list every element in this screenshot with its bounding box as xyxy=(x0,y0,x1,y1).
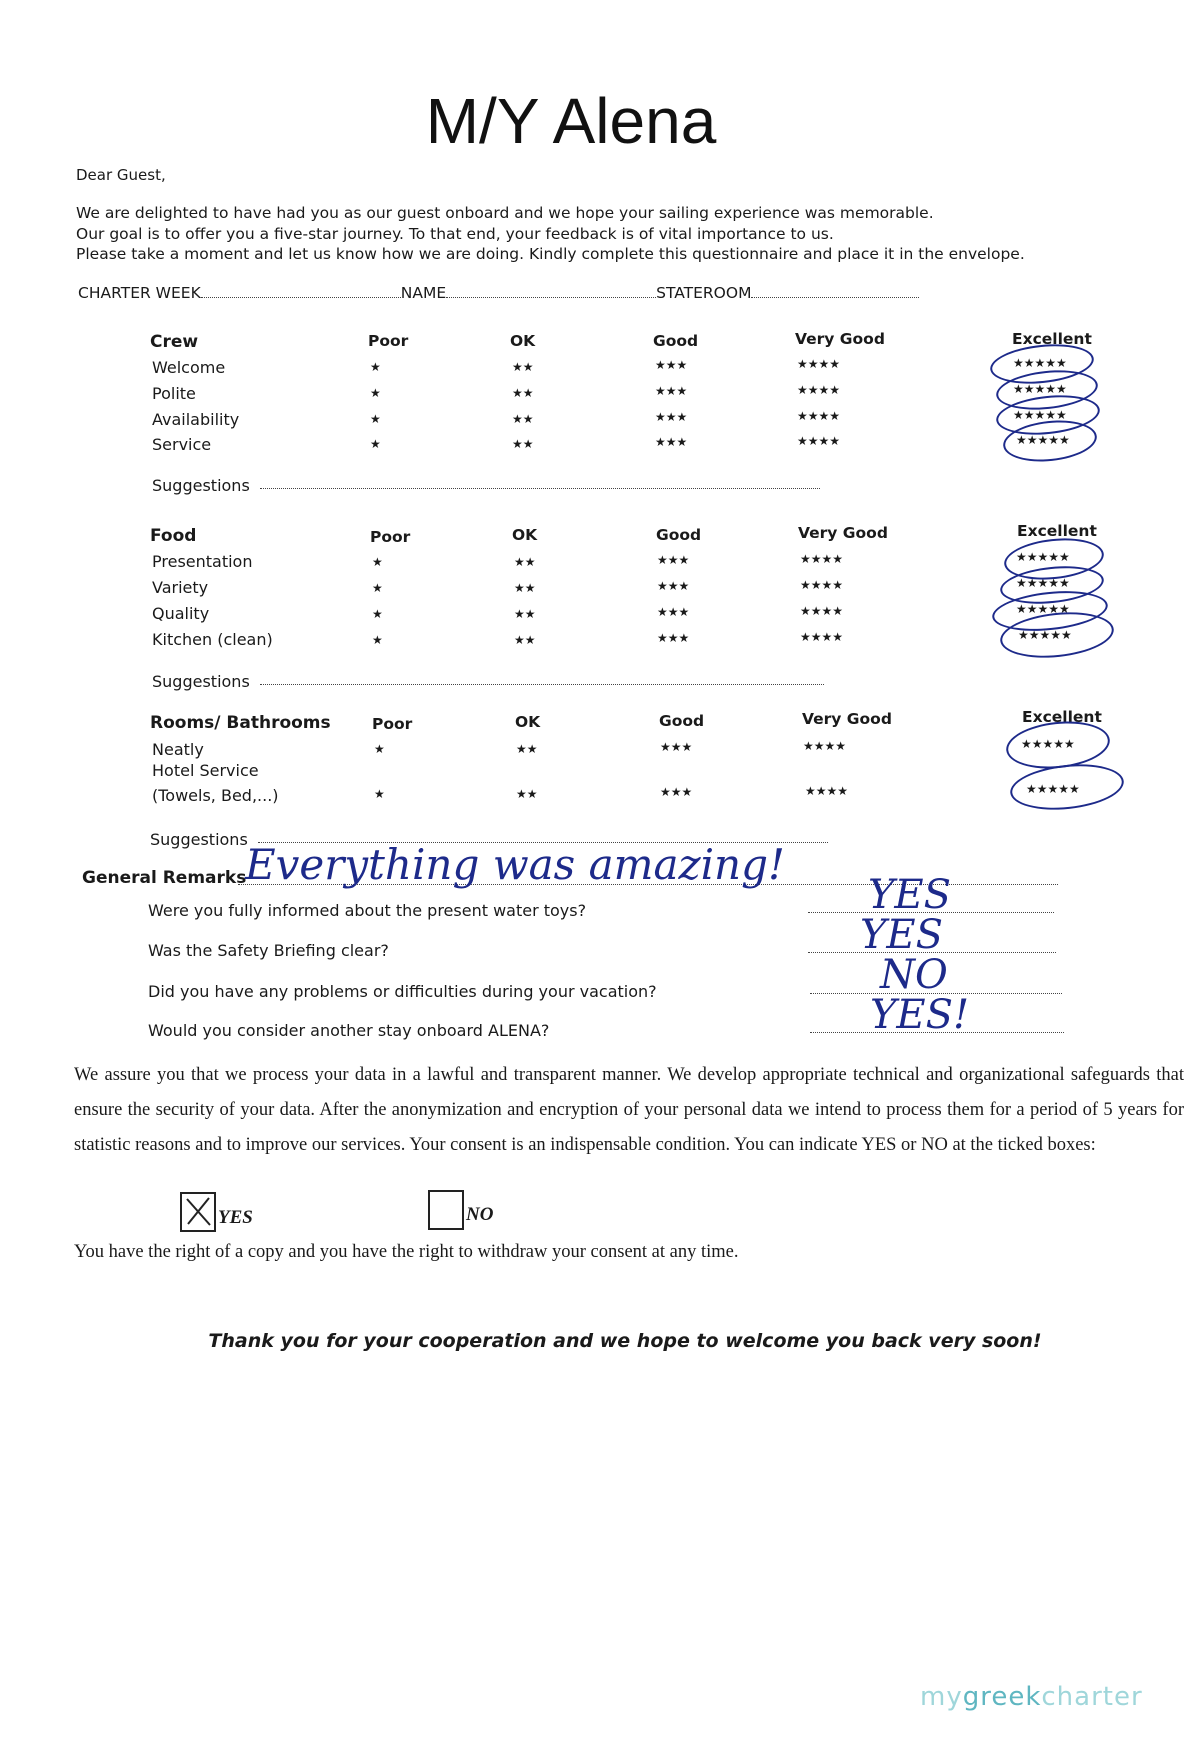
selection-circle xyxy=(1008,759,1126,815)
section-title: Rooms/ Bathrooms xyxy=(150,713,331,733)
logo-mid: greek xyxy=(962,1682,1042,1712)
star-good[interactable]: ★★★ xyxy=(655,435,688,449)
row-label-kitchen: Kitchen (clean) xyxy=(152,630,273,649)
greeting: Dear Guest, xyxy=(76,166,166,184)
rights-text: You have the right of a copy and you have the right to withdraw your consent at any time. xyxy=(74,1242,739,1262)
suggestions-field[interactable] xyxy=(260,670,824,685)
col-very-good: Very Good xyxy=(795,330,885,348)
col-excellent: Excellent xyxy=(1012,330,1092,348)
star-very-good[interactable]: ★★★★ xyxy=(797,357,841,371)
star-excellent[interactable]: ★★★★★ xyxy=(1013,356,1067,370)
star-very-good[interactable]: ★★★★ xyxy=(800,578,844,592)
star-poor[interactable]: ★ xyxy=(372,633,383,647)
intro-line-2: Our goal is to offer you a five-star journey. To that end, your feedback is of vital importance to us. xyxy=(76,225,834,243)
section-title: Crew xyxy=(150,332,199,352)
suggestions-field[interactable] xyxy=(260,474,820,489)
star-ok[interactable]: ★★ xyxy=(512,360,534,374)
data-consent-text: We assure you that we process your data in a lawful and transparent manner. We develop appropriate technical and organizational safeguards that ensure the security of your data. After the anonymization and encryption of your personal data we intend to process them for a period of 5 years for statistic reasons and to improve our services. Your consent is an indispensable condition. You can indicate YES or NO at the ticked boxes: xyxy=(74,1065,1184,1155)
col-excellent: Excellent xyxy=(1022,708,1102,726)
star-good[interactable]: ★★★ xyxy=(657,579,690,593)
star-good[interactable]: ★★★ xyxy=(655,358,688,372)
intro-line-1: We are delighted to have had you as our guest onboard and we hope your sailing experience was memorable. xyxy=(76,204,934,222)
page-title: M/Y Alena xyxy=(425,85,717,157)
star-ok[interactable]: ★★ xyxy=(514,581,536,595)
consent-yes-label: YES xyxy=(218,1207,253,1228)
general-remarks-answer: Everything was amazing! xyxy=(245,840,785,889)
star-ok[interactable]: ★★ xyxy=(514,555,536,569)
col-ok: OK xyxy=(515,713,541,731)
col-ok: OK xyxy=(512,526,538,544)
star-good[interactable]: ★★★ xyxy=(657,553,690,567)
col-good: Good xyxy=(656,526,702,544)
charter-fields xyxy=(78,284,919,302)
answer-another-stay: YES! xyxy=(870,992,970,1038)
star-very-good[interactable]: ★★★★ xyxy=(797,434,841,448)
col-good: Good xyxy=(659,712,705,730)
star-poor[interactable]: ★ xyxy=(370,412,381,426)
name-label: NAME xyxy=(400,284,447,302)
star-poor[interactable]: ★ xyxy=(374,742,385,756)
row-label-availability: Availability xyxy=(152,410,240,429)
answer-problems: NO xyxy=(880,952,948,998)
stateroom-label: STATEROOM xyxy=(656,284,752,302)
intro-line-3: Please take a moment and let us know how we are doing. Kindly complete this questionnaire and place it in the envelope. xyxy=(76,245,1025,263)
col-poor: Poor xyxy=(372,715,413,733)
star-ok[interactable]: ★★ xyxy=(512,437,534,451)
star-excellent[interactable]: ★★★★★ xyxy=(1013,382,1067,396)
star-poor[interactable]: ★ xyxy=(372,581,383,595)
mygreekcharter-logo xyxy=(920,1682,1143,1712)
star-good[interactable]: ★★★ xyxy=(655,384,688,398)
star-good[interactable]: ★★★ xyxy=(660,740,693,754)
answer-safety-briefing: YES xyxy=(860,912,944,958)
star-poor[interactable]: ★ xyxy=(370,437,381,451)
row-label-hotel-service: Hotel Service xyxy=(152,761,259,780)
star-poor[interactable]: ★ xyxy=(372,555,383,569)
col-very-good: Very Good xyxy=(798,524,888,542)
star-ok[interactable]: ★★ xyxy=(512,386,534,400)
star-excellent[interactable]: ★★★★★ xyxy=(1018,628,1072,642)
consent-no-label: NO xyxy=(466,1204,494,1225)
star-good[interactable]: ★★★ xyxy=(657,631,690,645)
star-very-good[interactable]: ★★★★ xyxy=(800,552,844,566)
closing-thanks: Thank you for your cooperation and we hope to welcome you back very soon! xyxy=(208,1330,1042,1352)
star-good[interactable]: ★★★ xyxy=(655,410,688,424)
row-label-polite: Polite xyxy=(152,384,196,403)
star-poor[interactable]: ★ xyxy=(370,360,381,374)
row-label-neatly: Neatly xyxy=(152,740,204,759)
check-x-icon xyxy=(182,1194,214,1230)
star-ok[interactable]: ★★ xyxy=(516,742,538,756)
col-good: Good xyxy=(653,332,699,350)
question-safety-briefing: Was the Safety Briefing clear? xyxy=(148,941,389,960)
charter-week-label: CHARTER WEEK xyxy=(78,284,201,302)
charter-week-field[interactable] xyxy=(201,296,401,298)
star-excellent[interactable]: ★★★★★ xyxy=(1026,782,1080,796)
col-poor: Poor xyxy=(370,528,411,546)
star-very-good[interactable]: ★★★★ xyxy=(797,409,841,423)
row-label-service: Service xyxy=(152,435,212,454)
question-water-toys: Were you fully informed about the present water toys? xyxy=(148,901,587,920)
section-title: Food xyxy=(150,526,197,546)
row-label-quality: Quality xyxy=(152,604,210,623)
row-label-welcome: Welcome xyxy=(152,358,226,377)
star-excellent[interactable]: ★★★★★ xyxy=(1013,408,1067,422)
consent-yes-checkbox[interactable] xyxy=(180,1192,216,1232)
star-excellent[interactable]: ★★★★★ xyxy=(1016,433,1070,447)
star-excellent[interactable]: ★★★★★ xyxy=(1016,602,1070,616)
col-excellent: Excellent xyxy=(1017,522,1097,540)
star-poor[interactable]: ★ xyxy=(374,787,385,801)
star-excellent[interactable]: ★★★★★ xyxy=(1016,550,1070,564)
suggestions-label: Suggestions xyxy=(152,476,250,495)
row-label-variety: Variety xyxy=(152,578,209,597)
star-ok[interactable]: ★★ xyxy=(514,607,536,621)
star-excellent[interactable]: ★★★★★ xyxy=(1021,737,1075,751)
star-very-good[interactable]: ★★★★ xyxy=(800,604,844,618)
answer-water-toys: YES xyxy=(868,872,952,918)
question-another-stay: Would you consider another stay onboard ALENA? xyxy=(148,1021,550,1040)
star-good[interactable]: ★★★ xyxy=(660,785,693,799)
star-excellent[interactable]: ★★★★★ xyxy=(1016,576,1070,590)
col-poor: Poor xyxy=(368,332,409,350)
star-poor[interactable]: ★ xyxy=(370,386,381,400)
question-problems: Did you have any problems or difficulties during your vacation? xyxy=(148,982,657,1001)
col-very-good: Very Good xyxy=(802,710,892,728)
star-poor[interactable]: ★ xyxy=(372,607,383,621)
general-remarks-label: General Remarks xyxy=(82,868,247,888)
row-label-presentation: Presentation xyxy=(152,552,253,571)
star-very-good[interactable]: ★★★★ xyxy=(805,784,849,798)
suggestions-label: Suggestions xyxy=(150,830,248,849)
suggestions-label: Suggestions xyxy=(152,672,250,691)
name-field[interactable] xyxy=(446,296,656,298)
logo-right: charter xyxy=(1041,1682,1143,1712)
star-very-good[interactable]: ★★★★ xyxy=(800,630,844,644)
consent-no-checkbox[interactable] xyxy=(428,1190,464,1230)
star-good[interactable]: ★★★ xyxy=(657,605,690,619)
star-very-good[interactable]: ★★★★ xyxy=(797,383,841,397)
row-label-towels-bed: (Towels, Bed,...) xyxy=(152,786,279,805)
col-ok: OK xyxy=(510,332,536,350)
logo-left: my xyxy=(920,1682,963,1712)
star-ok[interactable]: ★★ xyxy=(514,633,536,647)
star-ok[interactable]: ★★ xyxy=(516,787,538,801)
star-ok[interactable]: ★★ xyxy=(512,412,534,426)
star-very-good[interactable]: ★★★★ xyxy=(803,739,847,753)
stateroom-field[interactable] xyxy=(751,296,919,298)
